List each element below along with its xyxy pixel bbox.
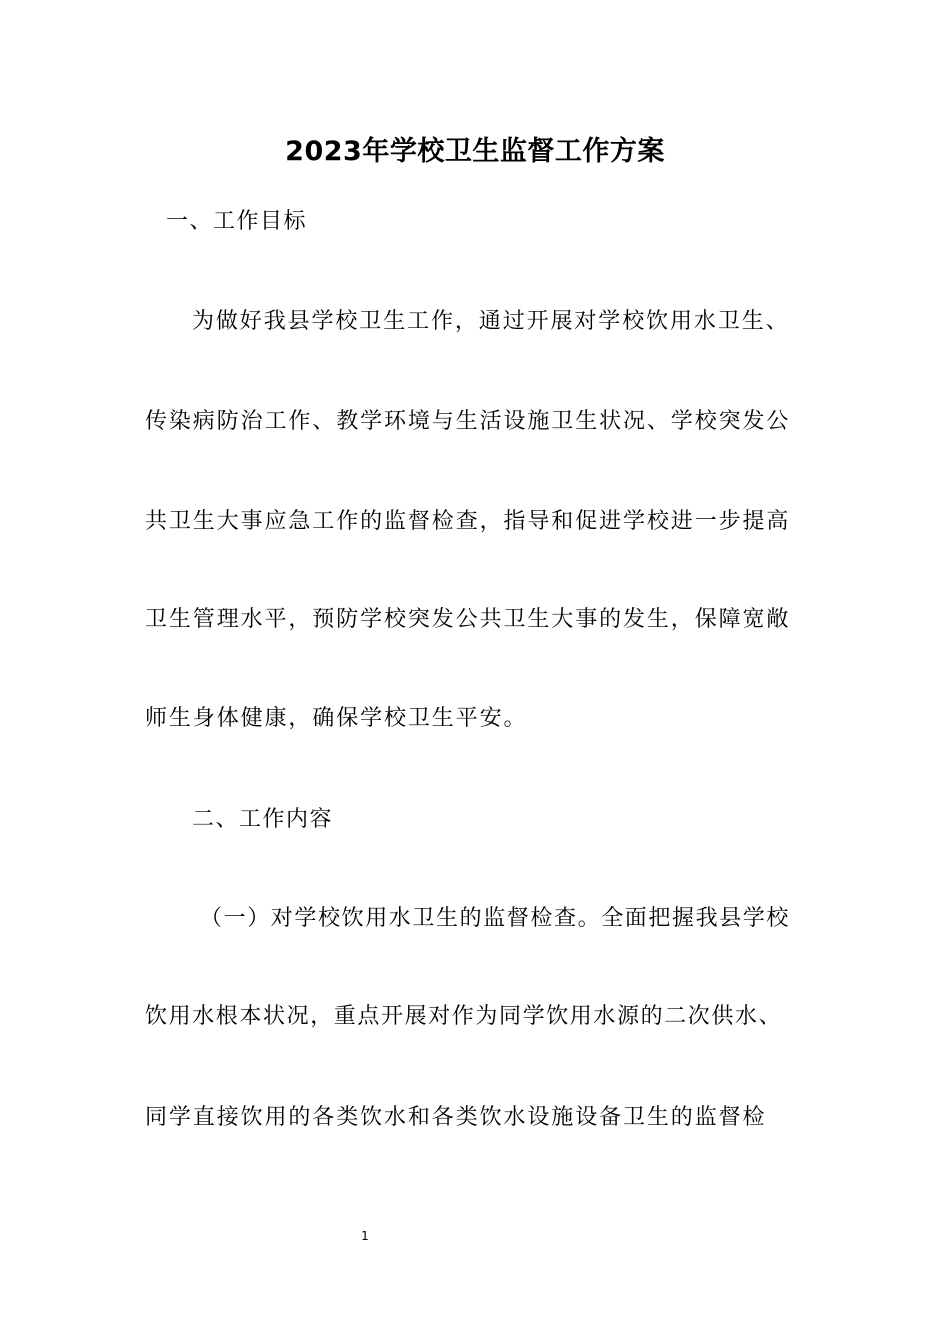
page-number: 1 [361,1229,369,1243]
section-heading-content: 二、工作内容 [192,807,334,832]
paragraph-line: 同学直接饮用的各类饮水和各类饮水设施设备卫生的监督检 [145,1105,767,1130]
paragraph-line: 饮用水根本状况，重点开展对作为同学饮用水源的二次供水、 [145,1004,783,1029]
paragraph-line: 师生身体健康，确保学校卫生平安。 [145,706,528,731]
section-heading-goals: 一、工作目标 [166,209,308,234]
document-title: 2023年学校卫生监督工作方案 [285,136,665,167]
paragraph-line: 为做好我县学校卫生工作，通过开展对学校饮用水卫生、 [192,309,790,334]
paragraph-line: 卫生管理水平，预防学校突发公共卫生大事的发生，保障宽敞 [145,607,791,632]
paragraph-line: 共卫生大事应急工作的监督检查，指导和促进学校进一步提高 [145,509,791,534]
paragraph-line: 传染病防治工作、教学环境与生活设施卫生状况、学校突发公 [145,409,791,434]
paragraph-line: （一）对学校饮用水卫生的监督检查。全面把握我县学校 [200,906,791,931]
